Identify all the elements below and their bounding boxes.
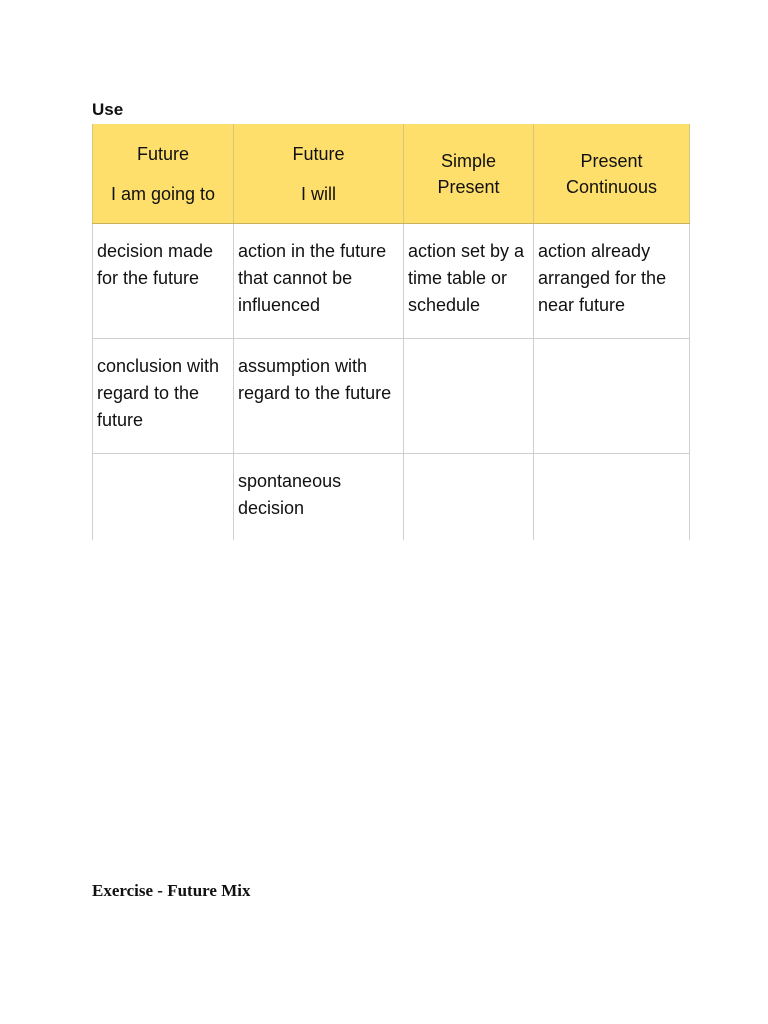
table-cell	[93, 454, 234, 541]
header-sublabel: I am going to	[110, 183, 216, 204]
header-sublabel: Continuous	[565, 176, 658, 197]
header-going-to	[93, 124, 234, 224]
table-cell	[534, 339, 690, 454]
table-row	[93, 224, 690, 339]
header-label: Future	[292, 143, 345, 164]
table-cell	[534, 454, 690, 541]
table-cell: action already arranged for the near future	[534, 224, 690, 339]
table-cell: conclusion with regard to the future	[93, 339, 234, 454]
header-label: Simple	[440, 150, 497, 171]
table-cell	[404, 339, 534, 454]
table-row	[93, 454, 690, 541]
table-cell: spontaneous decision	[234, 454, 404, 541]
table-cell: action set by a time table or schedule	[404, 224, 534, 339]
section-title: Use	[92, 100, 124, 119]
future-tenses-table	[92, 124, 690, 540]
header-simple-present	[404, 124, 534, 224]
table-cell	[404, 454, 534, 541]
exercise-title: Exercise - Future Mix	[92, 881, 251, 900]
header-sublabel: Present	[437, 176, 500, 197]
header-label: Present	[580, 150, 643, 171]
header-sublabel: I will	[301, 183, 336, 204]
table-header-row	[93, 124, 690, 224]
header-present-continuous	[534, 124, 690, 224]
header-label: Future	[136, 143, 190, 164]
table-cell: assumption with regard to the future	[234, 339, 404, 454]
table-cell: action in the future that cannot be influenced	[234, 224, 404, 339]
table-cell: decision made for the future	[93, 224, 234, 339]
header-will	[234, 124, 404, 224]
table-row	[93, 339, 690, 454]
